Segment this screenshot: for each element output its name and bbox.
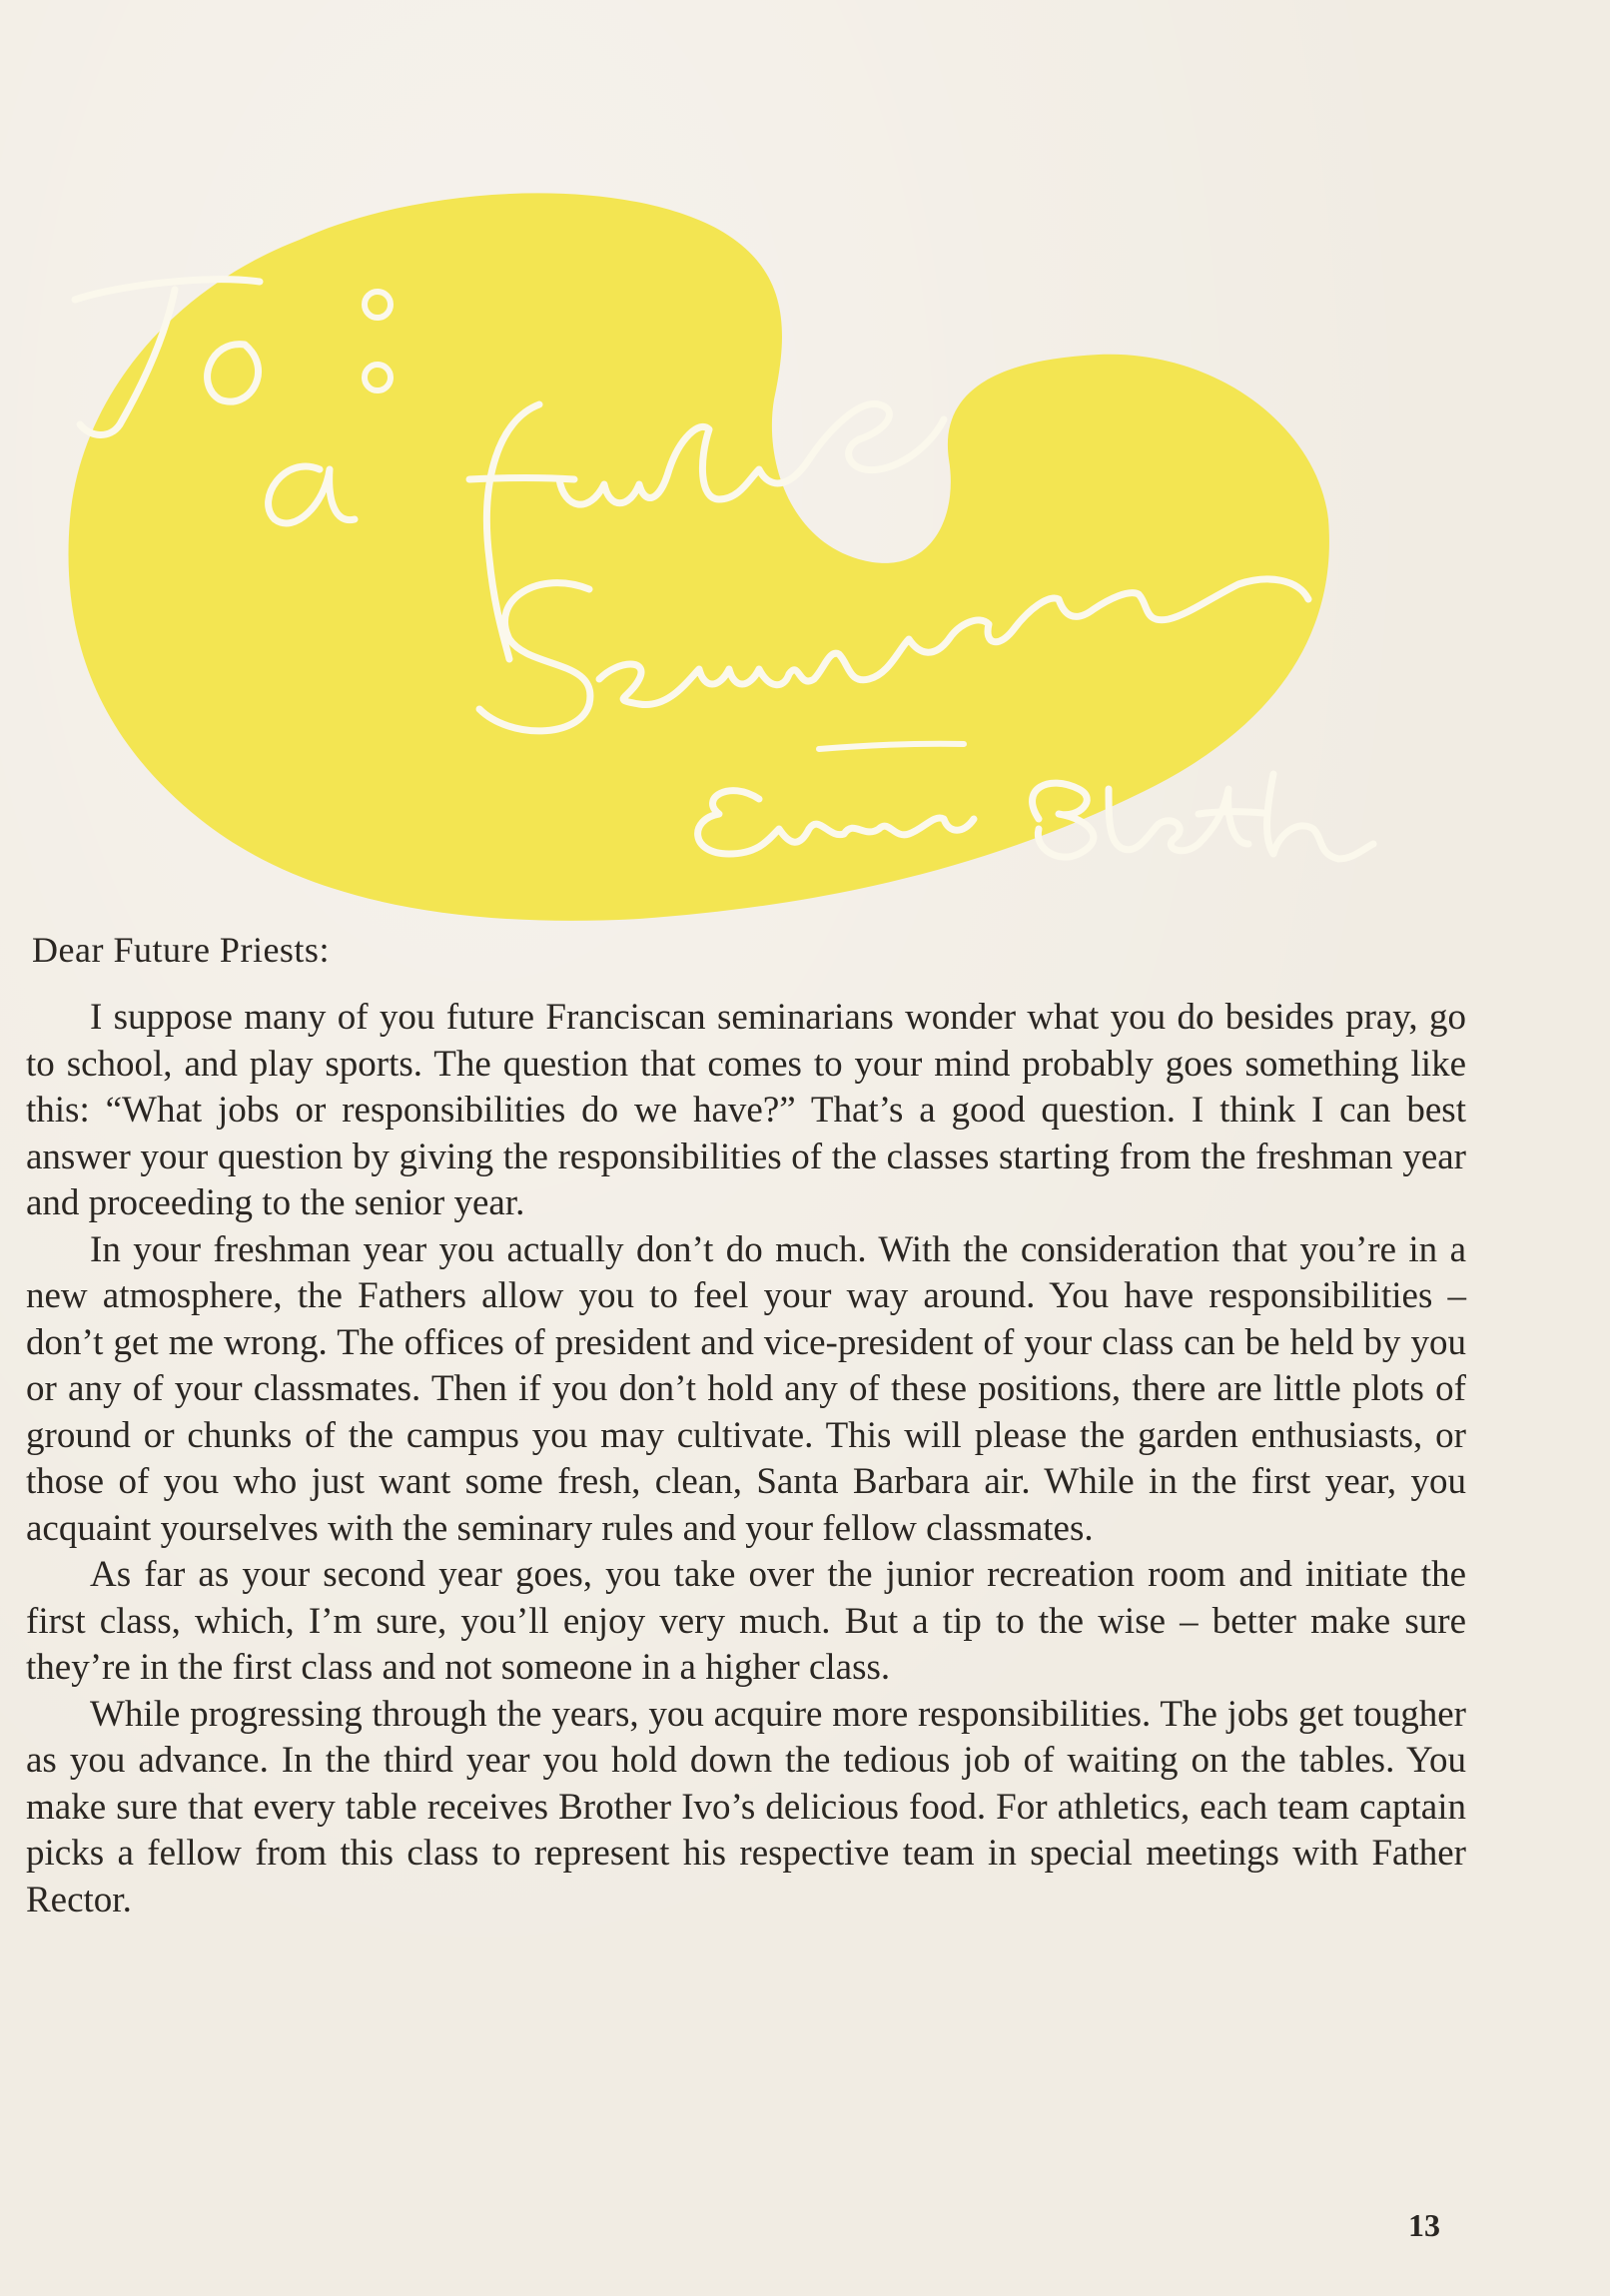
- letter-paragraph: As far as your second year goes, you take over the junior recreation room and initiate the first class, which, I’m sure, you’ll enjoy very much. But a tip to the wise – better make sure they’re in the first class and not someone in a higher class.: [26, 1554, 1466, 1688]
- page-number: 13: [1408, 2207, 1440, 2243]
- letter-paragraph: I suppose many of you future Franciscan seminarians wonder what you do besides pray, go to school, and play sports. The question that comes to your mind probably goes something like this: “What jobs or responsibilities do we have?” That’s a good question. I think I can best answer your question by giving the responsibilities of the classes starting from the freshman year and proceeding to the senior year.: [26, 997, 1466, 1223]
- letter-paragraph: In your freshman year you actually don’t do much. With the consideration that you’re in a new atmosphere, the Fathers allow you to feel your way around. You have responsibilities – don’t get me wrong. The offices of president and vice-president of your class can be held by you or any of your classmates. Then if you don’t hold any of these positions, there are little plots of ground or chunks of the campus you may cultivate. This will please the garden enthusiasts, or those of you who just want some fresh, clean, Santa Barbara air. While in the first year, you acquaint yourselves with the seminary rules and your fellow classmates.: [26, 1228, 1466, 1549]
- letter-paragraph: While progressing through the years, you acquire more responsibilities. The jobs get tougher as you advance. In the third year you hold down the tedious job of waiting on the tables. You make sure that every table receives Brother Ivo’s delicious food. For athletics, each team captain picks a fellow from this class to represent his respective team in special meetings with Father Rector.: [26, 1693, 1466, 1920]
- yellow-blob-shape: [69, 193, 1329, 920]
- title-illustration: [0, 0, 1610, 959]
- letter-body: [26, 995, 1466, 1923]
- letter-salutation: Dear Future Priests:: [32, 930, 330, 970]
- yellow-blob-art: [0, 0, 1610, 959]
